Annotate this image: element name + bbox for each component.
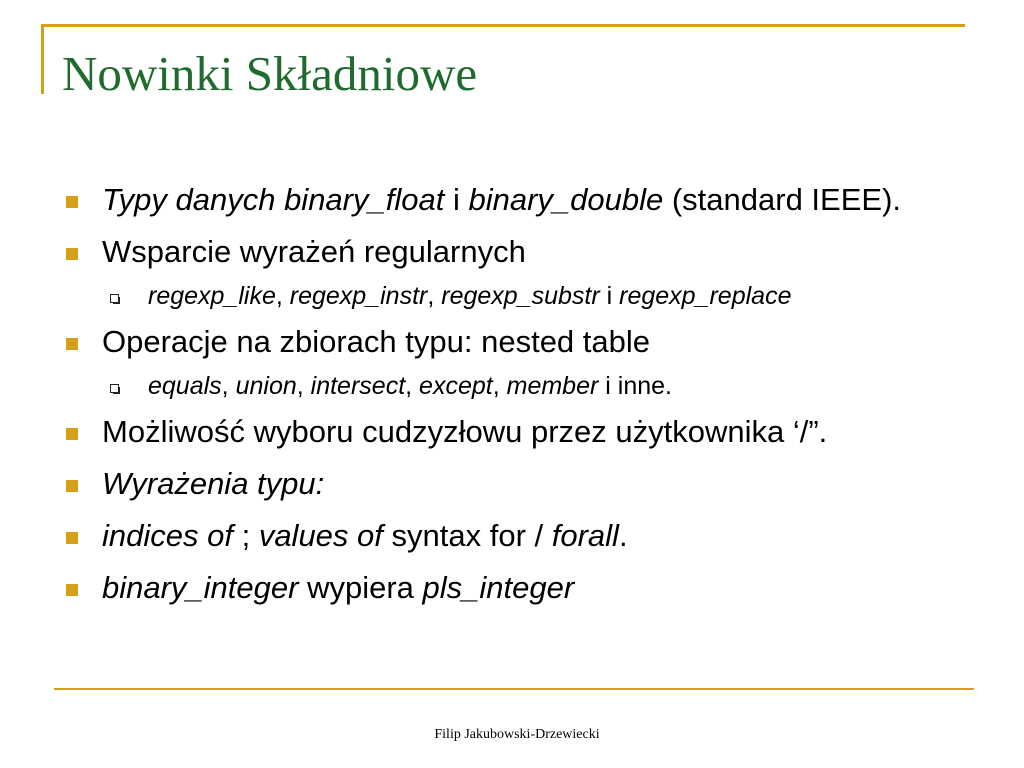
bullet-item-regex <box>60 232 960 272</box>
forall-text: forall <box>551 518 619 553</box>
intersect-text: intersect <box>310 372 406 400</box>
expressions-text: Wyrażenia typu: <box>102 466 325 501</box>
standard-ieee-text: (standard IEEE). <box>663 182 902 217</box>
connector-text: i <box>444 182 469 217</box>
separator-text: , <box>492 372 507 400</box>
slide-title: Nowinki Składniowe <box>62 46 478 101</box>
member-text: member <box>506 372 599 400</box>
separator-text: ; <box>232 518 259 553</box>
binary-float-text: Typy danych binary_float <box>102 182 445 217</box>
footer-author: Filip Jakubowski-Drzewiecki <box>434 727 600 742</box>
union-text: union <box>235 372 297 400</box>
separator-text: , <box>221 372 236 400</box>
bullet-list <box>60 180 960 620</box>
separator-text: , <box>405 372 420 400</box>
indices-of-text: indices of <box>102 518 233 553</box>
left-frame-line <box>41 24 44 94</box>
sub-item-set-functions <box>60 370 960 402</box>
square-bullet-icon <box>66 338 78 350</box>
separator-text: , <box>296 372 311 400</box>
square-bullet-icon <box>66 248 78 260</box>
bullet-item-binary-types <box>60 180 960 220</box>
values-of-text: values of <box>258 518 383 553</box>
binary-double-text: binary_double <box>468 182 664 217</box>
bullet-item-quote-choice <box>60 412 960 452</box>
bullet-item-set-operations <box>60 322 960 362</box>
bullet-item-forall-syntax <box>60 516 960 556</box>
equals-text: equals <box>148 372 222 400</box>
quote-choice-text: Możliwość wyboru cudzyzłowu przez użytkownika ‘/”. <box>102 414 828 449</box>
binary-integer-text: binary_integer <box>102 570 299 605</box>
separator-text: , <box>275 282 290 310</box>
footer-divider <box>54 688 974 690</box>
bullet-item-binary-integer <box>60 568 960 608</box>
bullet-item-expressions <box>60 464 960 504</box>
hollow-square-bullet-icon <box>110 384 119 393</box>
square-bullet-icon <box>66 532 78 544</box>
hollow-square-bullet-icon <box>110 294 119 303</box>
except-text: except <box>419 372 493 400</box>
square-bullet-icon <box>66 480 78 492</box>
syntax-for-text: syntax for / <box>382 518 552 553</box>
square-bullet-icon <box>66 584 78 596</box>
square-bullet-icon <box>66 196 78 208</box>
sub-item-regex-functions <box>60 280 960 312</box>
regexp-like-text: regexp_like <box>148 282 276 310</box>
top-frame-line <box>41 24 965 27</box>
square-bullet-icon <box>66 428 78 440</box>
replaces-text: wypiera <box>298 570 423 605</box>
regex-support-text: Wsparcie wyrażeń regularnych <box>102 234 526 269</box>
and-others-text: i inne. <box>598 372 672 400</box>
connector-text: i <box>599 282 620 310</box>
regexp-instr-text: regexp_instr <box>289 282 428 310</box>
regexp-substr-text: regexp_substr <box>441 282 600 310</box>
regexp-replace-text: regexp_replace <box>619 282 792 310</box>
set-operations-text: Operacje na zbiorach typu: nested table <box>102 324 651 359</box>
period-text: . <box>618 518 628 553</box>
pls-integer-text: pls_integer <box>422 570 575 605</box>
separator-text: , <box>427 282 442 310</box>
